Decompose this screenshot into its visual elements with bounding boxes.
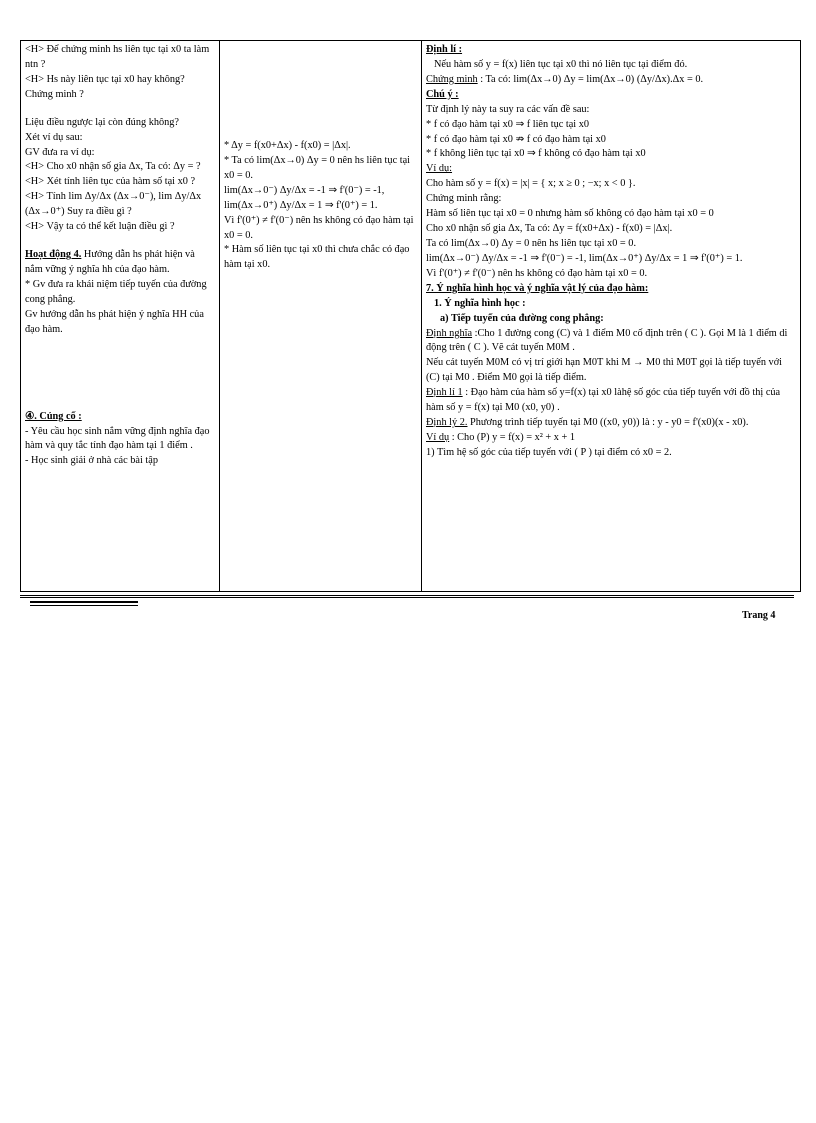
example-line: Chứng minh rằng: — [426, 193, 502, 205]
theorem-title: Định lí : — [426, 44, 463, 55]
answer-line: Vì f'(0⁺) ≠ f'(0⁻) nên hs không có đạo hàm tại x0 = 0. — [224, 214, 414, 241]
question-line: Liệu điều ngược lại còn đúng không? — [25, 116, 180, 128]
subsection-heading: 1. Ý nghĩa hình học : — [434, 297, 526, 309]
example-2-paragraph — [426, 431, 796, 446]
activity-paragraph — [25, 248, 215, 278]
section-heading: 7. Ý nghĩa hình học và ý nghĩa vật lý của đạo hàm: — [426, 282, 649, 294]
note-title: Chú ý : — [426, 88, 459, 100]
subsection-item: a) Tiếp tuyến của đường cong phẳng: — [440, 312, 604, 324]
text-line: - Học sinh giải ở nhà các bài tập — [25, 455, 158, 467]
theorem-2-paragraph — [426, 416, 796, 431]
lesson-sheet — [20, 40, 794, 592]
text-line: Gv hướng dẫn hs phát hiện ý nghĩa HH của đạo hàm. — [25, 308, 204, 335]
text-line: Xét ví dụ sau: — [25, 131, 83, 143]
theorem-1-title: Định lí 1 — [426, 387, 463, 399]
teacher-activity-column — [21, 41, 220, 592]
footer-rule — [30, 601, 138, 603]
note-line: * f không liên tục tại x0 ⇒ f không có đạo hàm tại x0 — [426, 148, 646, 160]
example-line: Hàm số liên tục tại x0 = 0 nhưng hàm số không có đạo hàm tại x0 = 0 — [426, 208, 714, 220]
definition-paragraph — [426, 327, 796, 357]
example-2-question: 1) Tìm hệ số góc của tiếp tuyến với ( P ) tại điểm có x0 = 2. — [426, 446, 672, 458]
example-line: Cho x0 nhận số gia Δx, Ta có: Δy = f(x0+Δx) - f(x0) = |Δx|. — [426, 223, 673, 235]
question-line: <H> Hs này liên tục tại x0 hay không? Chứng minh ? — [25, 73, 185, 100]
answer-line: * Δy = f(x0+Δx) - f(x0) = |Δx|. — [224, 140, 351, 151]
question-line: <H> Vậy ta có thể kết luận điều gì ? — [25, 221, 175, 233]
definition-text: :Cho 1 đường cong (C) và 1 điểm M0 cố định trên ( C ). Gọi M là 1 điểm di động trên ( C ). Vẽ cát tuyến M0M . — [426, 327, 788, 354]
definition-text-2: Nếu cát tuyến M0M có vị trí giới hạn M0T khi M → M0 thì M0T gọi là tiếp tuyến với (C) tại M0 . Điểm M0 gọi là tiếp điểm. — [426, 357, 782, 384]
bottom-divider — [20, 595, 794, 598]
page-number: Trang 4 — [742, 610, 776, 621]
note-line: Từ định lý này ta suy ra các vấn đề sau: — [426, 103, 590, 115]
theorem-2-title: Định lý 2. — [426, 417, 468, 429]
theorem-text: Nếu hàm số y = f(x) liên tục tại x0 thì nó liên tục tại điểm đó. — [434, 58, 688, 70]
example-line: Cho hàm số y = f(x) = |x| = { x; x ≥ 0 ; −x; x < 0 }. — [426, 178, 636, 190]
question-line: <H> Tính lim Δy/Δx (Δx→0⁻), lim Δy/Δx (Δx→0⁺) Suy ra điều gì ? — [25, 191, 202, 218]
question-line: <H> Cho x0 nhận số gia Δx, Ta có: Δy = ? — [25, 161, 201, 173]
example-2-text: : Cho (P) y = f(x) = x² + x + 1 — [449, 431, 576, 443]
activity-text: Hướng dẫn hs phát hiện và nắm vững ý nghĩa hh của đạo hàm. — [25, 249, 195, 275]
footer-rule-thin — [30, 605, 138, 606]
example-line: lim(Δx→0⁻) Δy/Δx = -1 ⇒ f'(0⁻) = -1, lim(Δx→0⁺) Δy/Δx = 1 ⇒ f'(0⁺) = 1. — [426, 252, 743, 264]
activity-title: Hoạt động 4. — [25, 249, 82, 261]
note-line: * f có đạo hàm tại x0 ⇏ f có đạo hàm tại x0 — [426, 133, 606, 145]
text-line: GV đưa ra ví dụ: — [25, 146, 95, 158]
proof-title: Chứng minh — [426, 73, 478, 85]
note-line: * f có đạo hàm tại x0 ⇒ f liên tục tại x0 — [426, 118, 590, 130]
answer-line: lim(Δx→0⁻) Δy/Δx = -1 ⇒ f'(0⁻) = -1, lim(Δx→0⁺) Δy/Δx = 1 ⇒ f'(0⁺) = 1. — [224, 184, 385, 211]
lesson-content-column — [422, 41, 801, 592]
consolidate-title: ④. Củng cố : — [25, 410, 82, 422]
answer-line: * Ta có lim(Δx→0) Δy = 0 nên hs liên tục tại x0 = 0. — [224, 154, 411, 181]
text-line: - Yêu cầu học sinh nắm vững định nghĩa đạo hàm và quy tắc tính đạo hàm tại 1 điểm . — [25, 425, 210, 452]
theorem-1-paragraph — [426, 386, 796, 416]
answer-line: * Hàm số liên tục tại x0 thì chưa chắc có đạo hàm tại x0. — [224, 244, 410, 271]
lesson-table — [20, 40, 801, 592]
example-line: Ta có lim(Δx→0) Δy = 0 nên hs liên tục tại x0 = 0. — [426, 237, 637, 249]
example-line: Vì f'(0⁺) ≠ f'(0⁻) nên hs không có đạo hàm tại x0 = 0. — [426, 267, 648, 279]
theorem-1-text: : Đạo hàm của hàm số y=f(x) tại x0 làhệ số góc của tiếp tuyến với đồ thị của hàm số y = f(x) tại M0 (x0, y0) . — [426, 387, 781, 414]
student-activity-column — [220, 41, 422, 592]
question-line: <H> Để chứng minh hs liên tục tại x0 ta làm ntn ? — [25, 44, 210, 70]
text-line: * Gv đưa ra khái niệm tiếp tuyến của đường cong phẳng. — [25, 278, 207, 305]
proof-text: : Ta có: lim(Δx→0) Δy = lim(Δx→0) (Δy/Δx).Δx = 0. — [477, 73, 704, 85]
question-line: <H> Xét tính liên tục của hàm số tại x0 ? — [25, 176, 196, 188]
proof-line — [426, 73, 796, 88]
example-2-title: Ví dụ — [426, 431, 450, 443]
theorem-2-text: Phương trình tiếp tuyến tại M0 ((x0, y0)) là : y - y0 = f'(x0)(x - x0). — [467, 417, 749, 429]
example-title: Ví dụ: — [426, 163, 453, 175]
definition-title: Định nghĩa — [426, 327, 473, 339]
